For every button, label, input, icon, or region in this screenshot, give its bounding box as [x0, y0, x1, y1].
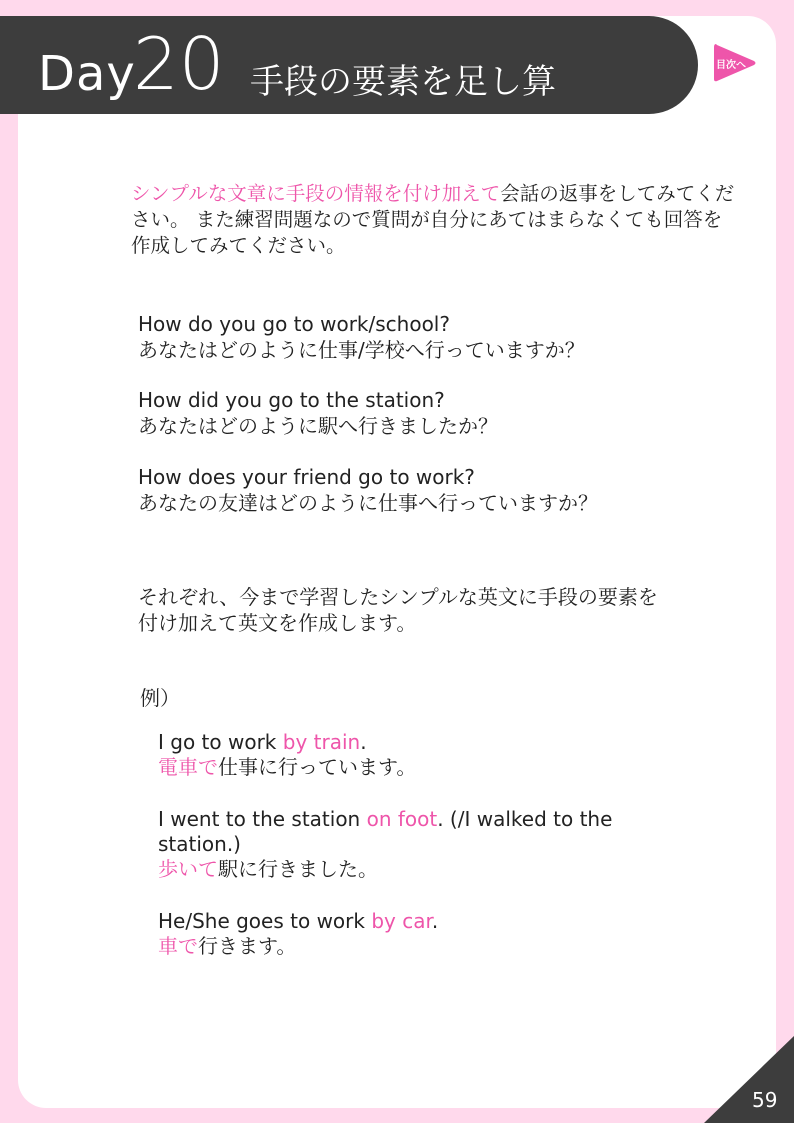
question-2-ja: あなたはどのように駅へ行きましたか？ [138, 414, 498, 438]
example-1-en-pre: I go to work [158, 730, 283, 754]
page-sheet [18, 16, 776, 1108]
example-3-ja [158, 934, 296, 959]
example-1-en-highlight: by train [282, 730, 361, 754]
question-1-en: How do you go to work/school? [138, 312, 450, 336]
question-3-en: How does your friend go to work? [138, 465, 475, 489]
instruction-line-2: 付け加えて英文を作成します。 [138, 611, 417, 635]
example-2-en [158, 807, 612, 832]
question-3-ja: あなたの友達はどのように仕事へ行っていますか？ [138, 491, 598, 515]
example-2-ja [158, 857, 378, 882]
day-label: Day [38, 46, 136, 102]
question-1-ja: あなたはどのように仕事/学校へ行っていますか？ [138, 338, 585, 362]
example-2-ja-rest: 駅に行きました。 [218, 857, 378, 881]
page-corner [704, 1036, 794, 1123]
example-3-ja-highlight: 車で [158, 934, 198, 958]
example-label: 例） [140, 686, 180, 710]
example-3-en-highlight: by car [371, 909, 432, 933]
intro-highlight: シンプルな文章に手段の情報を付け加えて [131, 182, 501, 205]
example-3-en [158, 909, 438, 934]
example-1-en [158, 730, 367, 755]
example-3-en-pre: He/She goes to work [158, 909, 372, 933]
toc-button[interactable] [712, 42, 758, 84]
header-bar [0, 16, 698, 114]
question-2-en: How did you go to the station? [138, 388, 445, 412]
toc-label: 目次へ [716, 60, 746, 71]
example-2-en-line2: station.) [158, 832, 241, 856]
page-title: 手段の要素を足し算 [250, 62, 556, 102]
example-1-ja-highlight: 電車で [158, 755, 218, 779]
example-2-ja-highlight: 歩いて [158, 857, 218, 881]
example-1-ja [158, 755, 416, 780]
page-number: 59 [752, 1088, 778, 1112]
example-2-en-post: . (/I walked to the [437, 807, 613, 831]
intro-rest: 会話の返事をしてみてください。 また練習問題なので質問が自分にあてはまらなくても回答を作成してみてください。 [131, 182, 735, 257]
example-2-en-highlight: on foot [366, 807, 438, 831]
example-3-ja-rest: 行きます。 [198, 934, 297, 958]
example-1-en-post: . [360, 730, 367, 754]
instruction-line-1: それぞれ、今まで学習したシンプルな英文に手段の要素を [138, 585, 658, 609]
example-1-ja-rest: 仕事に行っています。 [218, 755, 417, 779]
example-2-en-pre: I went to the station [158, 807, 367, 831]
intro-paragraph [131, 181, 741, 259]
example-3-en-post: . [431, 909, 439, 933]
day-number: 20 [133, 22, 225, 106]
